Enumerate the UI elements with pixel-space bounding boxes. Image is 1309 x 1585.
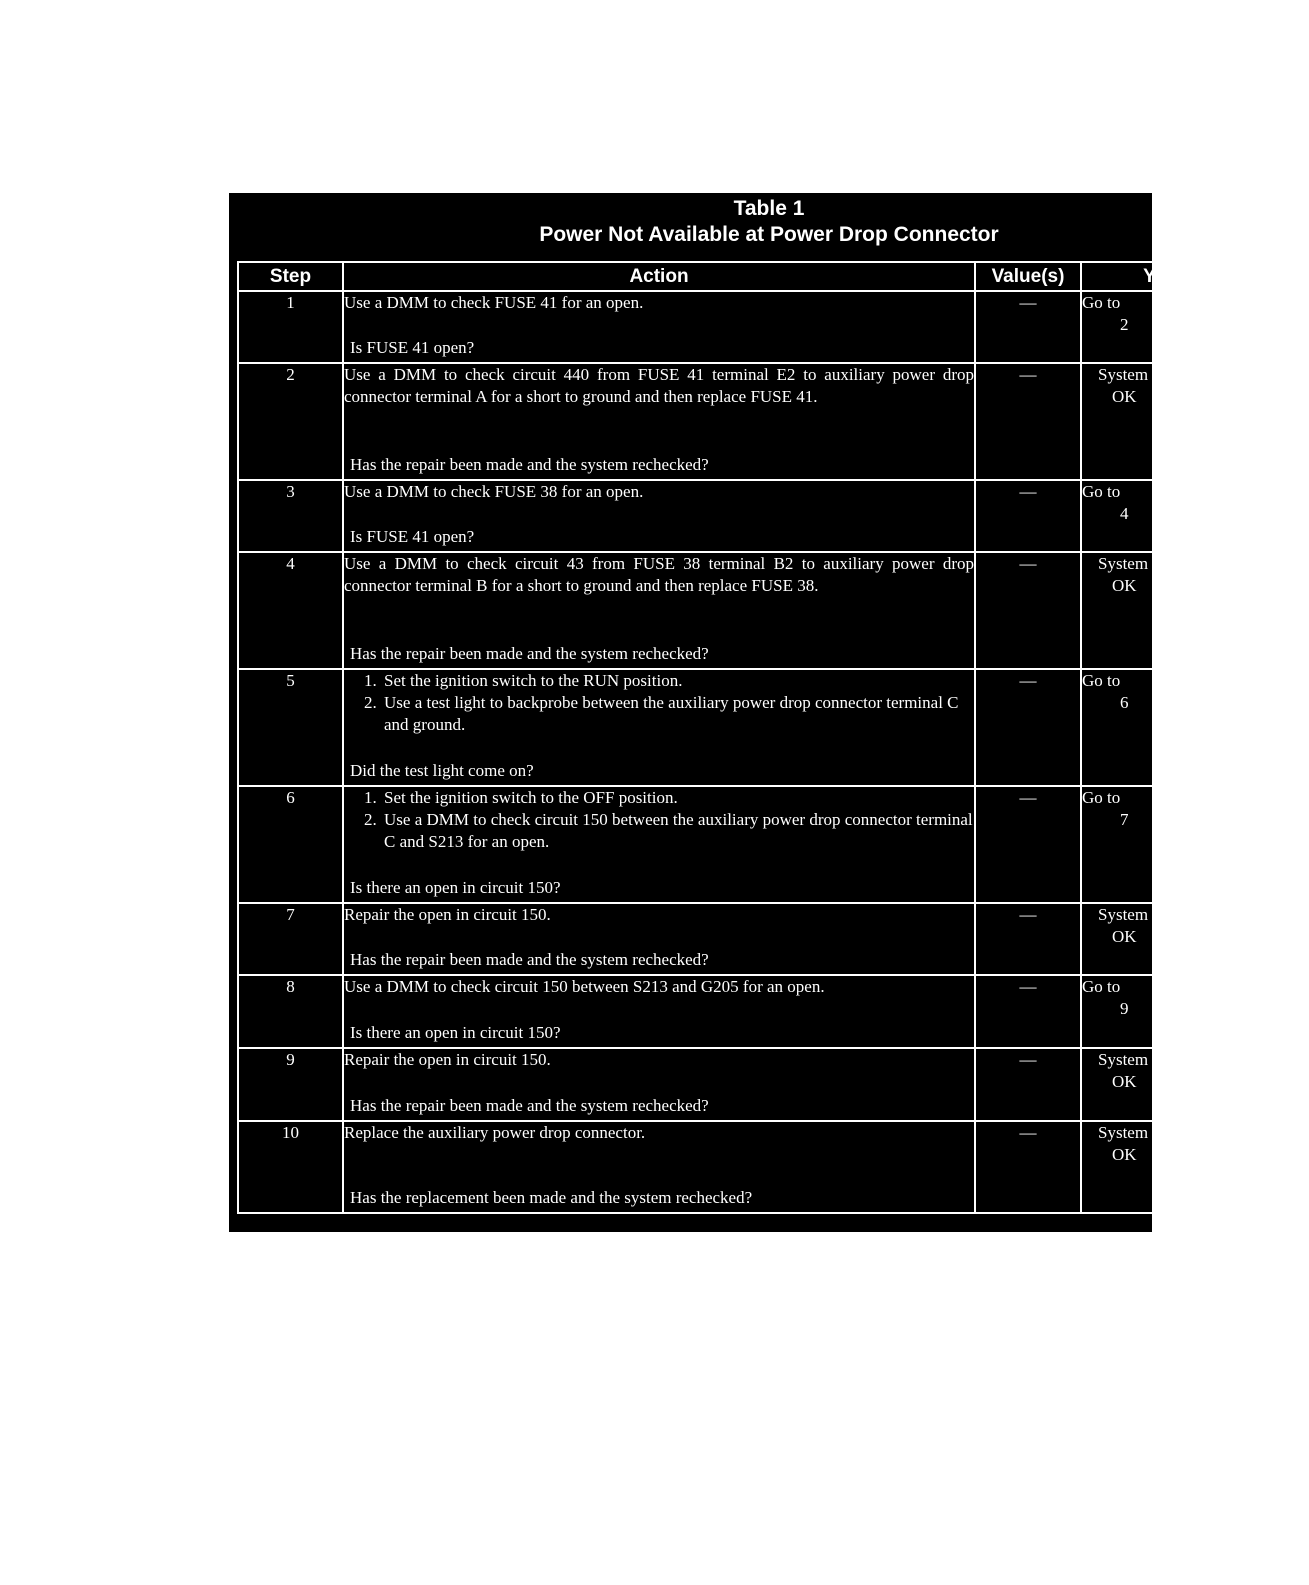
yes-result-line1: Go to	[1082, 293, 1121, 312]
action-instruction: Use a DMM to check circuit 43 from FUSE 38 terminal B2 to auxiliary power drop connector terminal B for a short to ground and then replace FUSE 38.	[344, 554, 974, 595]
value-cell: —	[975, 1048, 1081, 1121]
yes-cell	[1081, 480, 1238, 552]
instruction-list-item	[364, 787, 974, 809]
action-cell	[343, 903, 975, 975]
action-cell	[343, 975, 975, 1048]
table-row	[238, 903, 1238, 975]
action-cell	[343, 291, 975, 363]
yes-result-line1: System	[1098, 1050, 1149, 1069]
list-item-text: Set the ignition switch to the RUN position.	[384, 671, 683, 690]
action-cell	[343, 669, 975, 786]
step-number: 3	[238, 480, 343, 552]
yes-cell	[1081, 363, 1238, 480]
action-question: Has the replacement been made and the system rechecked?	[350, 1188, 753, 1207]
list-item-text: Use a test light to backprobe between the auxiliary power drop connector terminal C and ground.	[384, 693, 959, 734]
header-step: Step	[238, 262, 343, 291]
action-cell	[343, 786, 975, 903]
yes-cell	[1081, 786, 1238, 903]
yes-result-line1: System	[1098, 554, 1149, 573]
instruction-list	[344, 670, 974, 736]
step-number: 8	[238, 975, 343, 1048]
step-number: 2	[238, 363, 343, 480]
value-cell: —	[975, 786, 1081, 903]
action-cell	[343, 363, 975, 480]
list-item-text: Set the ignition switch to the OFF position.	[384, 788, 678, 807]
value-cell: —	[975, 903, 1081, 975]
table-row	[238, 480, 1238, 552]
table-row	[238, 975, 1238, 1048]
yes-result-line2: 6	[1120, 693, 1129, 712]
yes-cell	[1081, 1048, 1238, 1121]
yes-result-line2: 4	[1120, 504, 1129, 523]
yes-result-line2: 7	[1120, 810, 1129, 829]
yes-result-line1: System	[1098, 905, 1149, 924]
yes-result-line2: OK	[1112, 1145, 1137, 1164]
value-cell: —	[975, 552, 1081, 669]
yes-cell	[1081, 975, 1238, 1048]
action-question: Is there an open in circuit 150?	[350, 878, 561, 897]
yes-cell	[1081, 291, 1238, 363]
table-row	[238, 1048, 1238, 1121]
instruction-list-item	[364, 809, 974, 853]
action-cell	[343, 552, 975, 669]
table-title: Table 1	[733, 197, 805, 220]
action-question: Has the repair been made and the system rechecked?	[350, 1096, 709, 1115]
yes-result-line1: System	[1098, 365, 1149, 384]
value-cell: —	[975, 363, 1081, 480]
step-number: 10	[238, 1121, 343, 1213]
action-question: Is there an open in circuit 150?	[350, 1023, 561, 1042]
yes-result-line2: OK	[1112, 387, 1137, 406]
header-action: Action	[343, 262, 975, 291]
action-question: Did the test light come on?	[350, 761, 534, 780]
step-number: 7	[238, 903, 343, 975]
instruction-list	[344, 787, 974, 853]
yes-result-line1: Go to	[1082, 977, 1121, 996]
step-number: 1	[238, 291, 343, 363]
action-instruction: Use a DMM to check circuit 440 from FUSE 41 terminal E2 to auxiliary power drop connector terminal A for a short to ground and then replace FUSE 41.	[344, 365, 974, 406]
table-row	[238, 669, 1238, 786]
list-item-number: 1.	[364, 671, 377, 690]
step-number: 9	[238, 1048, 343, 1121]
table-body	[238, 291, 1238, 1213]
value-cell: —	[975, 291, 1081, 363]
action-instruction: Repair the open in circuit 150.	[344, 1050, 551, 1069]
diagnostic-table	[237, 261, 1239, 1214]
table-row	[238, 786, 1238, 903]
yes-result-line1: System	[1098, 1123, 1149, 1142]
action-instruction: Use a DMM to check circuit 150 between S213 and G205 for an open.	[344, 977, 825, 996]
action-question: Is FUSE 41 open?	[350, 527, 475, 546]
table-subtitle: Power Not Available at Power Drop Connector	[539, 223, 999, 246]
yes-result-line1: Go to	[1082, 482, 1121, 501]
diagnostic-table-panel	[229, 193, 1176, 1232]
action-cell	[343, 1121, 975, 1213]
action-question: Has the repair been made and the system rechecked?	[350, 455, 709, 474]
yes-cell	[1081, 552, 1238, 669]
step-number: 6	[238, 786, 343, 903]
table-header-row	[238, 262, 1238, 291]
instruction-list-item	[364, 692, 974, 736]
yes-result-line1: Go to	[1082, 788, 1121, 807]
yes-result-line2: 9	[1120, 999, 1129, 1018]
action-instruction: Use a DMM to check FUSE 41 for an open.	[344, 293, 644, 312]
list-item-number: 2.	[364, 810, 377, 829]
table-row	[238, 552, 1238, 669]
yes-cell	[1081, 1121, 1238, 1213]
action-instruction: Use a DMM to check FUSE 38 for an open.	[344, 482, 644, 501]
yes-result-line2: OK	[1112, 576, 1137, 595]
yes-cell	[1081, 669, 1238, 786]
action-instruction: Repair the open in circuit 150.	[344, 905, 551, 924]
action-cell	[343, 1048, 975, 1121]
list-item-text: Use a DMM to check circuit 150 between the auxiliary power drop connector terminal C and S213 for an open.	[384, 810, 973, 851]
action-question: Has the repair been made and the system rechecked?	[350, 644, 709, 663]
value-cell: —	[975, 669, 1081, 786]
table-row	[238, 291, 1238, 363]
step-number: 5	[238, 669, 343, 786]
table-row	[238, 1121, 1238, 1213]
yes-result-line1: Go to	[1082, 671, 1121, 690]
header-values: Value(s)	[975, 262, 1081, 291]
step-number: 4	[238, 552, 343, 669]
action-question: Has the repair been made and the system rechecked?	[350, 950, 709, 969]
yes-result-line2: OK	[1112, 927, 1137, 946]
yes-result-line2: 2	[1120, 315, 1129, 334]
value-cell: —	[975, 975, 1081, 1048]
header-yes: Yes	[1081, 262, 1238, 291]
table-heading	[229, 193, 1309, 261]
action-cell	[343, 480, 975, 552]
list-item-number: 2.	[364, 693, 377, 712]
action-instruction: Replace the auxiliary power drop connector.	[344, 1123, 646, 1142]
action-question: Is FUSE 41 open?	[350, 338, 475, 357]
instruction-list-item	[364, 670, 974, 692]
yes-result-line2: OK	[1112, 1072, 1137, 1091]
table-row	[238, 363, 1238, 480]
list-item-number: 1.	[364, 788, 377, 807]
yes-cell	[1081, 903, 1238, 975]
value-cell: —	[975, 1121, 1081, 1213]
value-cell: —	[975, 480, 1081, 552]
